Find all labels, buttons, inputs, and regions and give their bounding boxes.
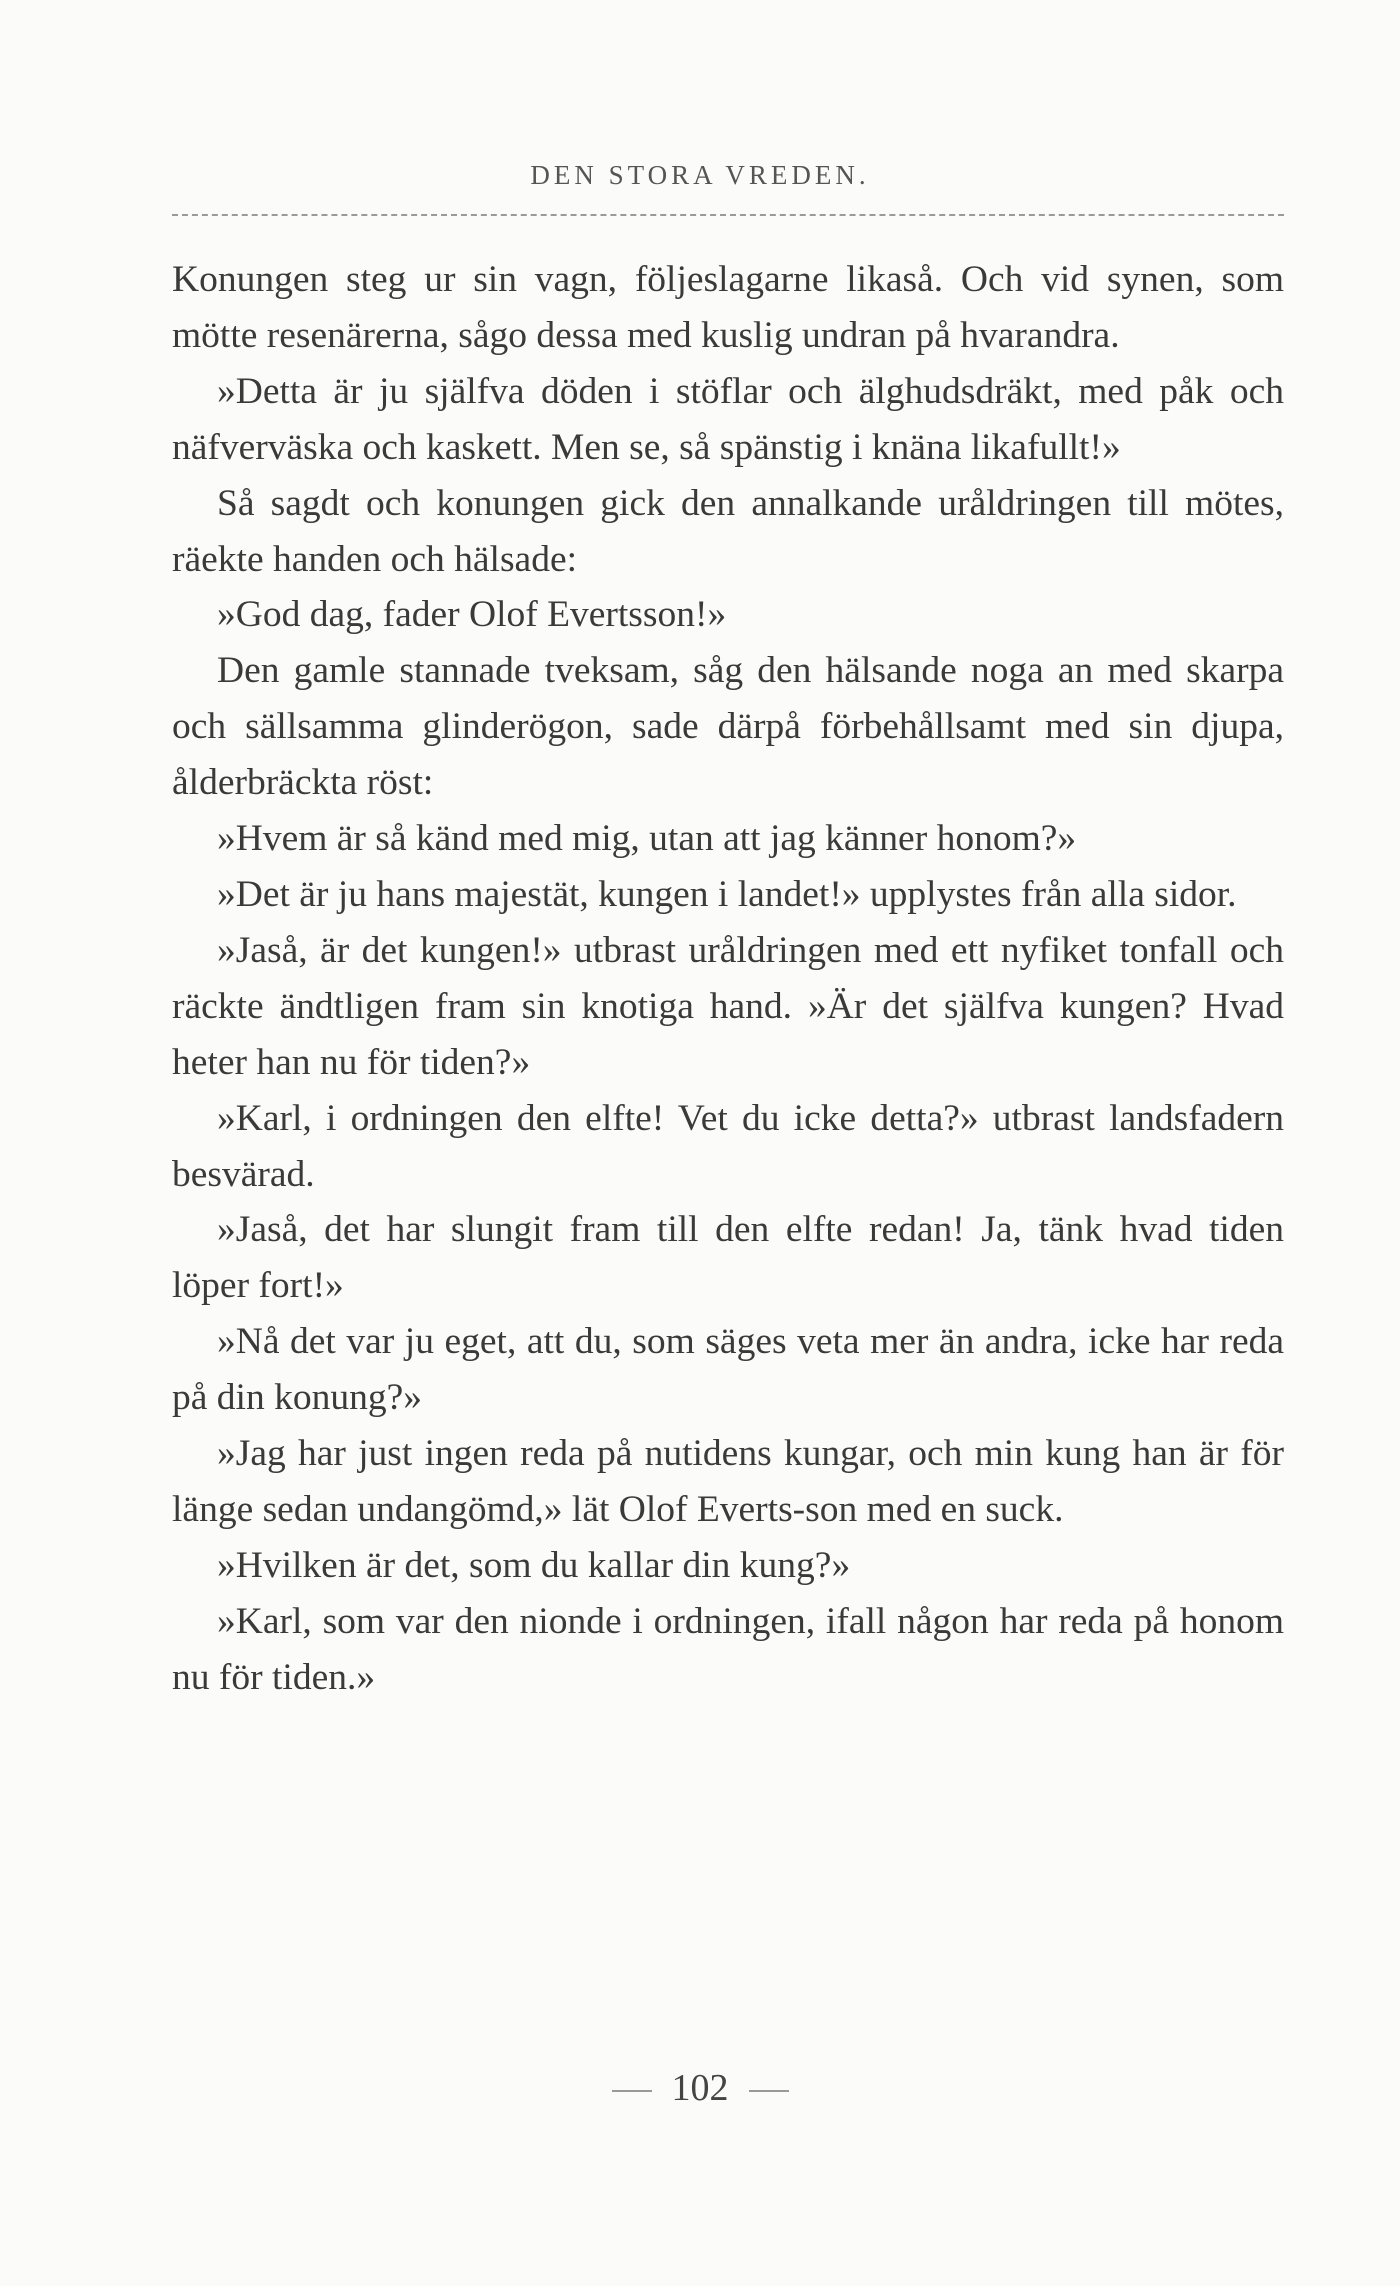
paragraph: »Det är ju hans majestät, kungen i landet!» upplystes från alla sidor. xyxy=(217,873,1237,915)
paragraph: »Karl, som var den nionde i ordningen, ifall någon har reda på honom nu för tiden.» xyxy=(172,1600,1284,1698)
paragraph: »Jag har just ingen reda på nutidens kungar, och min kung han är för länge sedan undangömd,» lät Olof Everts-son med en suck. xyxy=(172,1433,1284,1530)
folio-dash-right xyxy=(749,2090,789,2092)
page-footer xyxy=(0,2066,1400,2110)
running-head: DEN STORA VREDEN. xyxy=(530,160,870,190)
paragraph: Så sagdt och konungen gick den annalkande uråldringen till mötes, räekte handen och hälsade: xyxy=(172,482,1284,580)
header-rule xyxy=(172,214,1284,216)
body-text xyxy=(172,252,1284,1706)
paragraph: »Karl, i ordningen den elfte! Vet du icke detta?» utbrast landsfadern besvärad. xyxy=(172,1097,1284,1195)
paragraph: »Hvem är så känd med mig, utan att jag känner honom?» xyxy=(217,818,1077,860)
paragraph: Den gamle stannade tveksam, såg den hälsande noga an med skarpa och sällsamma glinderögon, sade därpå förbehållsamt med sin djupa, ålderbräckta röst: xyxy=(172,650,1284,804)
page-number: 102 xyxy=(671,2067,729,2109)
paragraph: »Detta är ju själfva döden i stöflar och älghudsdräkt, med påk och näfverväska och kaskett. Men se, så spänstig i knäna likafullt!» xyxy=(172,370,1284,468)
paragraph: »Hvilken är det, som du kallar din kung?» xyxy=(217,1544,851,1586)
folio-dash-left xyxy=(612,2090,652,2092)
paragraph: »Nå det var ju eget, att du, som säges veta mer än andra, icke har reda på din konung?» xyxy=(172,1321,1284,1419)
paragraph: »God dag, fader Olof Evertsson!» xyxy=(217,594,727,636)
paragraph: »Jaså, är det kungen!» utbrast uråldringen med ett nyfiket tonfall och räckte ändtligen fram sin knotiga hand. »Är det själfva kungen? Hvad heter han nu för tiden?» xyxy=(172,929,1284,1083)
paragraph: »Jaså, det har slungit fram till den elfte redan! Ja, tänk hvad tiden löper fort!» xyxy=(172,1209,1284,1307)
paragraph: Konungen steg ur sin vagn, följeslagarne likaså. Och vid synen, som mötte resenärerna, sågo dessa med kuslig undran på hvarandra. xyxy=(172,259,1284,356)
